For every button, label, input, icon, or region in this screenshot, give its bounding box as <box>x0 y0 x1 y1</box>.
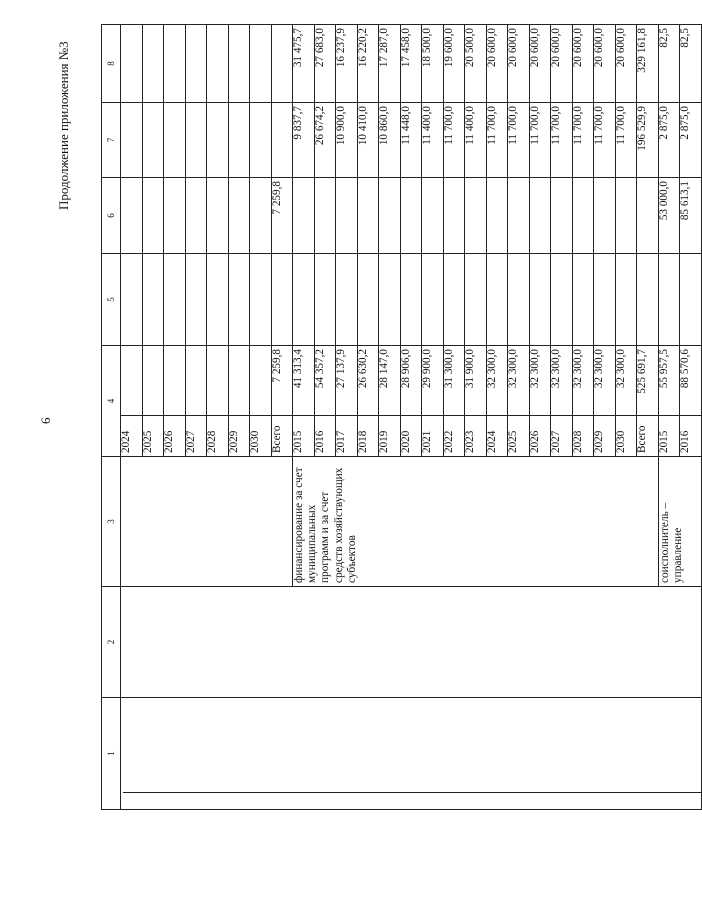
column-number-1: 1 <box>102 698 121 810</box>
cell-c5 <box>293 254 315 346</box>
cell-c6 <box>121 178 143 254</box>
cell-year: 2020 <box>400 416 422 457</box>
cell-c8: 82,5 <box>680 25 702 103</box>
cell-year: 2029 <box>594 416 616 457</box>
cell-year: 2030 <box>250 416 272 457</box>
cell-c6: 53 000,0 <box>658 178 680 254</box>
cell-col3-description <box>121 457 293 587</box>
cell-c4 <box>207 346 229 416</box>
cell-c4 <box>121 346 143 416</box>
cell-year: 2017 <box>336 416 358 457</box>
cell-year: 2016 <box>314 416 336 457</box>
cell-c8: 82,5 <box>658 25 680 103</box>
cell-c8: 329 161,8 <box>637 25 659 103</box>
cell-c4 <box>250 346 272 416</box>
cell-year: 2025 <box>508 416 530 457</box>
cell-c4: 88 570,6 <box>680 346 702 416</box>
cell-c4: 27 137,9 <box>336 346 358 416</box>
cell-c8: 31 475,7 <box>293 25 315 103</box>
cell-c5 <box>486 254 508 346</box>
cell-c5 <box>142 254 164 346</box>
cell-year: 2029 <box>228 416 250 457</box>
cell-c5 <box>379 254 401 346</box>
cell-c7: 11 700,0 <box>551 103 573 178</box>
cell-col1-inner-line <box>123 698 701 793</box>
cell-c7 <box>271 103 293 178</box>
cell-year: 2028 <box>207 416 229 457</box>
cell-c4: 55 957,5 <box>658 346 680 416</box>
cell-c7 <box>121 103 143 178</box>
cell-c4 <box>164 346 186 416</box>
cell-c8: 19 600,0 <box>443 25 465 103</box>
cell-c8: 16 237,9 <box>336 25 358 103</box>
cell-year: 2023 <box>465 416 487 457</box>
cell-c5 <box>658 254 680 346</box>
cell-c6 <box>637 178 659 254</box>
cell-year: 2030 <box>615 416 637 457</box>
cell-c5 <box>551 254 573 346</box>
cell-c7: 11 400,0 <box>465 103 487 178</box>
cell-year: 2028 <box>572 416 594 457</box>
cell-c7: 196 529,9 <box>637 103 659 178</box>
cell-c6 <box>379 178 401 254</box>
cell-c7: 9 837,7 <box>293 103 315 178</box>
cell-year: 2026 <box>164 416 186 457</box>
cell-c4: 28 147,0 <box>379 346 401 416</box>
cell-col1 <box>121 698 702 810</box>
cell-c7: 11 700,0 <box>486 103 508 178</box>
cell-c4: 28 906,0 <box>400 346 422 416</box>
cell-c7: 11 700,0 <box>529 103 551 178</box>
rotated-table-sheet <box>101 25 691 810</box>
cell-c6 <box>529 178 551 254</box>
cell-c8: 20 600,0 <box>615 25 637 103</box>
table-row <box>121 25 143 810</box>
cell-c6 <box>422 178 444 254</box>
cell-c7 <box>185 103 207 178</box>
cell-c8: 20 600,0 <box>572 25 594 103</box>
cell-c5 <box>250 254 272 346</box>
cell-c4 <box>185 346 207 416</box>
cell-c7: 11 700,0 <box>594 103 616 178</box>
cell-c6 <box>142 178 164 254</box>
cell-c7: 10 900,0 <box>336 103 358 178</box>
cell-c8: 20 600,0 <box>594 25 616 103</box>
cell-c5 <box>680 254 702 346</box>
column-number-6: 6 <box>102 178 121 254</box>
cell-year: 2026 <box>529 416 551 457</box>
cell-c4: 7 259,8 <box>271 346 293 416</box>
cell-c5 <box>336 254 358 346</box>
cell-c8: 20 600,0 <box>529 25 551 103</box>
cell-c6 <box>615 178 637 254</box>
cell-c8: 17 458,0 <box>400 25 422 103</box>
cell-c5 <box>572 254 594 346</box>
cell-year: 2018 <box>357 416 379 457</box>
cell-c5 <box>529 254 551 346</box>
cell-c4: 41 313,4 <box>293 346 315 416</box>
cell-c5 <box>121 254 143 346</box>
cell-c4: 32 300,0 <box>486 346 508 416</box>
cell-c8: 27 683,0 <box>314 25 336 103</box>
cell-year: 2015 <box>293 416 315 457</box>
cell-c7 <box>164 103 186 178</box>
cell-c7: 11 700,0 <box>615 103 637 178</box>
cell-c7 <box>142 103 164 178</box>
cell-c7: 11 700,0 <box>508 103 530 178</box>
cell-c5 <box>594 254 616 346</box>
cell-c4: 32 300,0 <box>529 346 551 416</box>
cell-c6 <box>443 178 465 254</box>
cell-c6 <box>293 178 315 254</box>
cell-c7: 26 674,2 <box>314 103 336 178</box>
cell-year: 2025 <box>142 416 164 457</box>
cell-c4: 31 300,0 <box>443 346 465 416</box>
cell-c6 <box>572 178 594 254</box>
cell-c6 <box>314 178 336 254</box>
budget-table <box>101 24 702 810</box>
column-number-8: 8 <box>102 25 121 103</box>
cell-c7: 11 448,0 <box>400 103 422 178</box>
cell-c8 <box>185 25 207 103</box>
cell-c4: 32 300,0 <box>572 346 594 416</box>
cell-c6 <box>185 178 207 254</box>
cell-year: 2024 <box>486 416 508 457</box>
cell-c4 <box>142 346 164 416</box>
cell-c8: 20 500,0 <box>465 25 487 103</box>
cell-c7: 10 410,0 <box>357 103 379 178</box>
cell-c4: 525 691,7 <box>637 346 659 416</box>
cell-c7 <box>250 103 272 178</box>
cell-c7 <box>228 103 250 178</box>
cell-c6 <box>228 178 250 254</box>
cell-year: 2027 <box>185 416 207 457</box>
cell-c8: 18 500,0 <box>422 25 444 103</box>
cell-c8 <box>207 25 229 103</box>
cell-c8 <box>228 25 250 103</box>
cell-year: Всего <box>637 416 659 457</box>
cell-c6 <box>508 178 530 254</box>
cell-year: 2019 <box>379 416 401 457</box>
cell-c6 <box>486 178 508 254</box>
cell-c4: 32 300,0 <box>615 346 637 416</box>
cell-c8 <box>271 25 293 103</box>
cell-c5 <box>422 254 444 346</box>
cell-c6 <box>336 178 358 254</box>
cell-c7 <box>207 103 229 178</box>
cell-c4: 32 300,0 <box>508 346 530 416</box>
cell-c6: 85 613,1 <box>680 178 702 254</box>
cell-col3-description: соисполнитель – управление <box>658 457 701 587</box>
cell-c5 <box>207 254 229 346</box>
cell-year: 2024 <box>121 416 143 457</box>
cell-c6 <box>357 178 379 254</box>
cell-c6 <box>594 178 616 254</box>
cell-c4: 32 300,0 <box>551 346 573 416</box>
table-body <box>102 25 702 810</box>
cell-c5 <box>228 254 250 346</box>
column-number-row <box>102 25 121 810</box>
cell-c6: 7 259,8 <box>271 178 293 254</box>
cell-c8: 17 287,0 <box>379 25 401 103</box>
cell-c4: 32 300,0 <box>594 346 616 416</box>
cell-c7: 11 700,0 <box>572 103 594 178</box>
cell-year: 2015 <box>658 416 680 457</box>
cell-year: 2022 <box>443 416 465 457</box>
cell-c5 <box>615 254 637 346</box>
cell-c8: 20 600,0 <box>508 25 530 103</box>
column-number-4: 4 <box>102 346 121 457</box>
cell-c5 <box>508 254 530 346</box>
cell-c4: 54 357,2 <box>314 346 336 416</box>
cell-c8: 16 220,2 <box>357 25 379 103</box>
cell-c8: 20 600,0 <box>486 25 508 103</box>
cell-c6 <box>207 178 229 254</box>
cell-c6 <box>250 178 272 254</box>
cell-col3-description: финансирование за счет муниципальных программ и за счет средств хозяйствующих субъектов <box>293 457 659 587</box>
cell-c5 <box>465 254 487 346</box>
cell-c5 <box>357 254 379 346</box>
column-number-5: 5 <box>102 254 121 346</box>
cell-c5 <box>443 254 465 346</box>
cell-year: 2016 <box>680 416 702 457</box>
cell-c8 <box>164 25 186 103</box>
cell-c7: 11 400,0 <box>422 103 444 178</box>
cell-c7: 11 700,0 <box>443 103 465 178</box>
cell-c5 <box>271 254 293 346</box>
cell-c4: 26 630,2 <box>357 346 379 416</box>
cell-c5 <box>164 254 186 346</box>
cell-c7: 10 860,0 <box>379 103 401 178</box>
cell-c7: 2 875,0 <box>658 103 680 178</box>
cell-c5 <box>637 254 659 346</box>
cell-c5 <box>400 254 422 346</box>
cell-c5 <box>185 254 207 346</box>
cell-c4: 29 900,0 <box>422 346 444 416</box>
cell-c6 <box>400 178 422 254</box>
cell-c6 <box>465 178 487 254</box>
page-number: 6 <box>38 417 53 424</box>
cell-year: 2021 <box>422 416 444 457</box>
cell-c4: 31 900,0 <box>465 346 487 416</box>
cell-c4 <box>228 346 250 416</box>
column-number-7: 7 <box>102 103 121 178</box>
cell-year: 2027 <box>551 416 573 457</box>
cell-c8: 20 600,0 <box>551 25 573 103</box>
cell-c8 <box>142 25 164 103</box>
column-number-3: 3 <box>102 457 121 587</box>
appendix-heading: Продолжение приложения №3 <box>56 41 71 210</box>
cell-c8 <box>121 25 143 103</box>
cell-col2 <box>121 587 702 698</box>
cell-c6 <box>551 178 573 254</box>
column-number-2: 2 <box>102 587 121 698</box>
cell-year: Всего <box>271 416 293 457</box>
cell-c5 <box>314 254 336 346</box>
cell-c8 <box>250 25 272 103</box>
cell-c7: 2 875,0 <box>680 103 702 178</box>
cell-c6 <box>164 178 186 254</box>
